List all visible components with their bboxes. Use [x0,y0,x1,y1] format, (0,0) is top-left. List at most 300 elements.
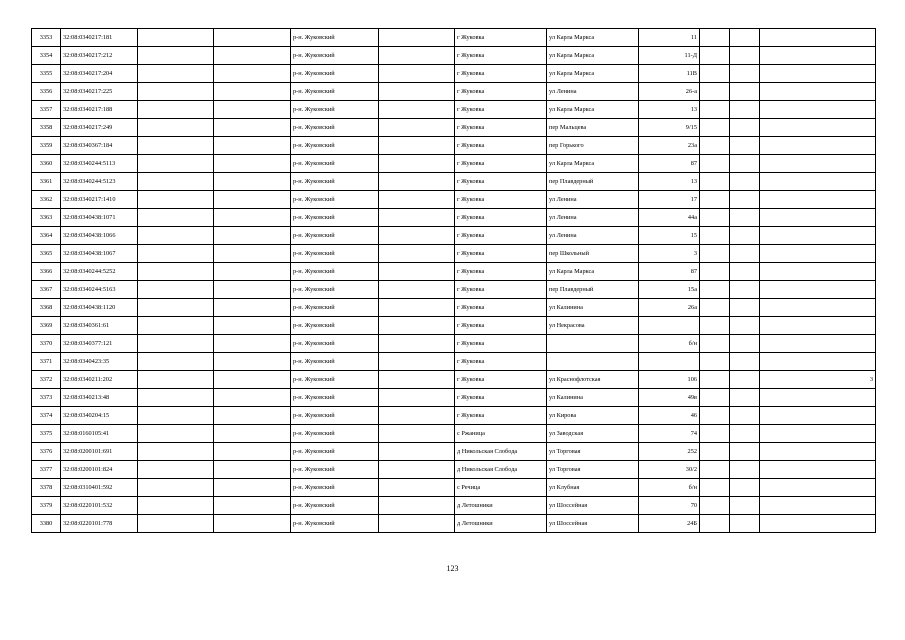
cadastral-number-cell: 32:08:0340213:48 [61,389,138,407]
empty-cell [730,461,760,479]
extra-value-cell [760,389,876,407]
empty-cell [700,47,730,65]
extra-value-cell [760,155,876,173]
house-number-cell: 106 [639,371,700,389]
extra-value-cell: 3 [760,371,876,389]
cadastral-number-cell: 32:08:0340217:181 [61,29,138,47]
table-row [32,191,876,209]
empty-cell [700,101,730,119]
empty-cell [700,461,730,479]
empty-cell [138,425,214,443]
street-cell: ул Ленина [547,191,639,209]
extra-value-cell [760,209,876,227]
district-cell: р-н. Жуковский [291,227,379,245]
locality-cell: г Жуковка [455,209,547,227]
table-row [32,497,876,515]
district-cell: р-н. Жуковский [291,209,379,227]
locality-cell: д Летошники [455,515,547,533]
extra-value-cell [760,29,876,47]
registry-table [31,28,876,533]
extra-value-cell [760,425,876,443]
cadastral-number-cell: 32:08:0340377:121 [61,335,138,353]
house-number-cell: б/н [639,335,700,353]
empty-cell [730,515,760,533]
empty-cell [730,299,760,317]
empty-cell [379,497,455,515]
locality-cell: г Жуковка [455,245,547,263]
table-row [32,119,876,137]
extra-value-cell [760,299,876,317]
empty-cell [730,83,760,101]
extra-value-cell [760,515,876,533]
empty-cell [730,227,760,245]
house-number-cell [639,353,700,371]
table-row [32,173,876,191]
district-cell: р-н. Жуковский [291,371,379,389]
empty-cell [214,101,291,119]
street-cell: ул Ленина [547,227,639,245]
cadastral-number-cell: 32:08:0340217:1410 [61,191,138,209]
row-number-cell: 3356 [32,83,61,101]
empty-cell [379,155,455,173]
district-cell: р-н. Жуковский [291,191,379,209]
empty-cell [379,335,455,353]
cadastral-number-cell: 32:08:0220101:778 [61,515,138,533]
empty-cell [379,245,455,263]
empty-cell [730,119,760,137]
extra-value-cell [760,65,876,83]
empty-cell [138,227,214,245]
empty-cell [700,227,730,245]
empty-cell [379,425,455,443]
cadastral-number-cell: 32:08:0340367:184 [61,137,138,155]
table-row [32,461,876,479]
cadastral-number-cell: 32:08:0340244:5163 [61,281,138,299]
street-cell: ул Ленина [547,209,639,227]
street-cell: ул Карла Маркса [547,101,639,119]
table-row [32,299,876,317]
locality-cell: г Жуковка [455,371,547,389]
cadastral-number-cell: 32:08:0340217:212 [61,47,138,65]
empty-cell [138,443,214,461]
house-number-cell: 13 [639,101,700,119]
empty-cell [730,371,760,389]
empty-cell [730,479,760,497]
empty-cell [379,443,455,461]
house-number-cell: 15а [639,281,700,299]
empty-cell [730,155,760,173]
extra-value-cell [760,461,876,479]
street-cell: ул Карла Маркса [547,29,639,47]
table-row [32,353,876,371]
empty-cell [138,497,214,515]
empty-cell [214,119,291,137]
street-cell: пер Школьный [547,245,639,263]
street-cell: пер Мальцева [547,119,639,137]
empty-cell [138,515,214,533]
empty-cell [730,47,760,65]
empty-cell [214,65,291,83]
extra-value-cell [760,47,876,65]
cadastral-number-cell: 32:08:0340438:1120 [61,299,138,317]
district-cell: р-н. Жуковский [291,461,379,479]
empty-cell [700,389,730,407]
row-number-cell: 3355 [32,65,61,83]
house-number-cell: 23а [639,137,700,155]
locality-cell: г Жуковка [455,407,547,425]
table-row [32,443,876,461]
empty-cell [730,191,760,209]
street-cell: ул Некрасова [547,317,639,335]
street-cell: ул Ленина [547,83,639,101]
table-row [32,155,876,173]
empty-cell [138,281,214,299]
district-cell: р-н. Жуковский [291,443,379,461]
empty-cell [379,371,455,389]
district-cell: р-н. Жуковский [291,155,379,173]
locality-cell: г Жуковка [455,101,547,119]
cadastral-number-cell: 32:08:0340217:188 [61,101,138,119]
extra-value-cell [760,443,876,461]
house-number-cell: 11-Д [639,47,700,65]
empty-cell [700,65,730,83]
empty-cell [379,65,455,83]
street-cell [547,335,639,353]
row-number-cell: 3358 [32,119,61,137]
empty-cell [700,281,730,299]
empty-cell [214,335,291,353]
cadastral-number-cell: 32:08:0310401:592 [61,479,138,497]
table-row [32,47,876,65]
table-row [32,245,876,263]
street-cell: ул Карла Маркса [547,47,639,65]
cadastral-number-cell: 32:08:0340438:1066 [61,227,138,245]
extra-value-cell [760,83,876,101]
empty-cell [138,47,214,65]
district-cell: р-н. Жуковский [291,119,379,137]
district-cell: р-н. Жуковский [291,299,379,317]
empty-cell [138,461,214,479]
district-cell: р-н. Жуковский [291,479,379,497]
extra-value-cell [760,119,876,137]
empty-cell [138,137,214,155]
street-cell [547,353,639,371]
empty-cell [730,173,760,191]
empty-cell [730,425,760,443]
empty-cell [730,335,760,353]
house-number-cell: 46 [639,407,700,425]
street-cell: ул Карла Маркса [547,263,639,281]
empty-cell [214,83,291,101]
empty-cell [138,29,214,47]
empty-cell [379,191,455,209]
empty-cell [700,155,730,173]
locality-cell: г Жуковка [455,191,547,209]
row-number-cell: 3359 [32,137,61,155]
district-cell: р-н. Жуковский [291,497,379,515]
empty-cell [730,389,760,407]
empty-cell [379,407,455,425]
house-number-cell: 87 [639,263,700,281]
empty-cell [700,191,730,209]
street-cell: ул Шоссейная [547,515,639,533]
cadastral-number-cell: 32:08:0200101:691 [61,443,138,461]
extra-value-cell [760,245,876,263]
page-number: 123 [446,564,459,573]
district-cell: р-н. Жуковский [291,29,379,47]
table-row [32,515,876,533]
cadastral-number-cell: 32:08:0340204:15 [61,407,138,425]
locality-cell: с Речица [455,479,547,497]
empty-cell [700,371,730,389]
cadastral-number-cell: 32:08:0340438:1071 [61,209,138,227]
row-number-cell: 3362 [32,191,61,209]
district-cell: р-н. Жуковский [291,245,379,263]
row-number-cell: 3378 [32,479,61,497]
empty-cell [138,371,214,389]
locality-cell: г Жуковка [455,119,547,137]
street-cell: ул Торговая [547,443,639,461]
district-cell: р-н. Жуковский [291,389,379,407]
empty-cell [138,317,214,335]
empty-cell [700,443,730,461]
extra-value-cell [760,191,876,209]
empty-cell [379,461,455,479]
district-cell: р-н. Жуковский [291,263,379,281]
district-cell: р-н. Жуковский [291,425,379,443]
empty-cell [214,515,291,533]
row-number-cell: 3367 [32,281,61,299]
locality-cell: г Жуковка [455,155,547,173]
locality-cell: г Жуковка [455,335,547,353]
house-number-cell: 11В [639,65,700,83]
empty-cell [138,119,214,137]
extra-value-cell [760,353,876,371]
table-row [32,137,876,155]
street-cell: пер Плавдерный [547,173,639,191]
empty-cell [214,371,291,389]
empty-cell [138,173,214,191]
empty-cell [700,479,730,497]
empty-cell [214,47,291,65]
locality-cell: г Жуковка [455,353,547,371]
house-number-cell: 30/2 [639,461,700,479]
locality-cell: г Жуковка [455,137,547,155]
empty-cell [379,515,455,533]
empty-cell [730,317,760,335]
street-cell: ул Шоссейная [547,497,639,515]
house-number-cell: 26а [639,299,700,317]
cadastral-number-cell: 32:08:0340244:5113 [61,155,138,173]
extra-value-cell [760,335,876,353]
empty-cell [379,209,455,227]
row-number-cell: 3376 [32,443,61,461]
table-row [32,281,876,299]
empty-cell [700,209,730,227]
street-cell: ул Клубная [547,479,639,497]
cadastral-number-cell: 32:08:0340217:249 [61,119,138,137]
extra-value-cell [760,479,876,497]
row-number-cell: 3365 [32,245,61,263]
empty-cell [700,119,730,137]
row-number-cell: 3363 [32,209,61,227]
row-number-cell: 3364 [32,227,61,245]
house-number-cell: 70 [639,497,700,515]
table-row [32,65,876,83]
extra-value-cell [760,173,876,191]
empty-cell [700,497,730,515]
empty-cell [214,425,291,443]
row-number-cell: 3371 [32,353,61,371]
cadastral-number-cell: 32:08:0340438:1067 [61,245,138,263]
locality-cell: г Жуковка [455,299,547,317]
district-cell: р-н. Жуковский [291,65,379,83]
empty-cell [214,497,291,515]
cadastral-number-cell: 32:08:0340361:61 [61,317,138,335]
empty-cell [379,83,455,101]
empty-cell [730,263,760,281]
row-number-cell: 3370 [32,335,61,353]
row-number-cell: 3353 [32,29,61,47]
house-number-cell: 24Б [639,515,700,533]
table-row [32,263,876,281]
empty-cell [214,443,291,461]
district-cell: р-н. Жуковский [291,83,379,101]
locality-cell: г Жуковка [455,173,547,191]
empty-cell [730,407,760,425]
cadastral-number-cell: 32:08:0200101:824 [61,461,138,479]
empty-cell [379,317,455,335]
empty-cell [138,353,214,371]
district-cell: р-н. Жуковский [291,137,379,155]
empty-cell [214,317,291,335]
locality-cell: г Жуковка [455,227,547,245]
cadastral-number-cell: 32:08:0220101:532 [61,497,138,515]
district-cell: р-н. Жуковский [291,173,379,191]
street-cell: ул Торговая [547,461,639,479]
empty-cell [700,29,730,47]
empty-cell [379,227,455,245]
table-row [32,83,876,101]
extra-value-cell [760,137,876,155]
cadastral-number-cell: 32:08:0340244:5252 [61,263,138,281]
row-number-cell: 3374 [32,407,61,425]
house-number-cell: б/н [639,479,700,497]
extra-value-cell [760,227,876,245]
street-cell: ул Калинина [547,389,639,407]
empty-cell [138,101,214,119]
empty-cell [730,137,760,155]
house-number-cell: 9/15 [639,119,700,137]
row-number-cell: 3357 [32,101,61,119]
row-number-cell: 3368 [32,299,61,317]
empty-cell [138,191,214,209]
empty-cell [214,407,291,425]
empty-cell [700,173,730,191]
street-cell: ул Краснофлотская [547,371,639,389]
house-number-cell: 49в [639,389,700,407]
cadastral-number-cell: 32:08:0340211:202 [61,371,138,389]
house-number-cell [639,317,700,335]
locality-cell: г Жуковка [455,47,547,65]
table-row [32,227,876,245]
empty-cell [700,83,730,101]
empty-cell [700,425,730,443]
house-number-cell: 26-а [639,83,700,101]
row-number-cell: 3360 [32,155,61,173]
empty-cell [700,299,730,317]
empty-cell [700,317,730,335]
table-row [32,407,876,425]
street-cell: ул Карла Маркса [547,155,639,173]
row-number-cell: 3361 [32,173,61,191]
extra-value-cell [760,101,876,119]
empty-cell [700,263,730,281]
house-number-cell: 15 [639,227,700,245]
house-number-cell: 87 [639,155,700,173]
locality-cell: г Жуковка [455,263,547,281]
locality-cell: г Жуковка [455,389,547,407]
district-cell: р-н. Жуковский [291,515,379,533]
empty-cell [138,83,214,101]
empty-cell [730,497,760,515]
empty-cell [138,155,214,173]
house-number-cell: 74 [639,425,700,443]
row-number-cell: 3380 [32,515,61,533]
empty-cell [214,137,291,155]
locality-cell: г Жуковка [455,317,547,335]
empty-cell [700,245,730,263]
empty-cell [730,209,760,227]
row-number-cell: 3369 [32,317,61,335]
district-cell: р-н. Жуковский [291,407,379,425]
empty-cell [214,281,291,299]
table-row [32,389,876,407]
cadastral-number-cell: 32:08:0340244:5123 [61,173,138,191]
street-cell: пер Горького [547,137,639,155]
table-body [32,29,876,533]
empty-cell [214,245,291,263]
empty-cell [730,245,760,263]
table-row [32,335,876,353]
empty-cell [138,407,214,425]
district-cell: р-н. Жуковский [291,317,379,335]
empty-cell [379,299,455,317]
empty-cell [730,65,760,83]
house-number-cell: 252 [639,443,700,461]
table-row [32,479,876,497]
empty-cell [214,389,291,407]
table-row [32,371,876,389]
table-row [32,29,876,47]
cadastral-number-cell: 32:08:0340423:35 [61,353,138,371]
empty-cell [730,101,760,119]
empty-cell [214,479,291,497]
empty-cell [214,461,291,479]
empty-cell [214,173,291,191]
empty-cell [379,353,455,371]
district-cell: р-н. Жуковский [291,101,379,119]
street-cell: ул Карла Маркса [547,65,639,83]
extra-value-cell [760,317,876,335]
locality-cell: д Никольская Слобода [455,443,547,461]
row-number-cell: 3354 [32,47,61,65]
extra-value-cell [760,263,876,281]
empty-cell [138,479,214,497]
extra-value-cell [760,407,876,425]
empty-cell [730,443,760,461]
empty-cell [138,209,214,227]
